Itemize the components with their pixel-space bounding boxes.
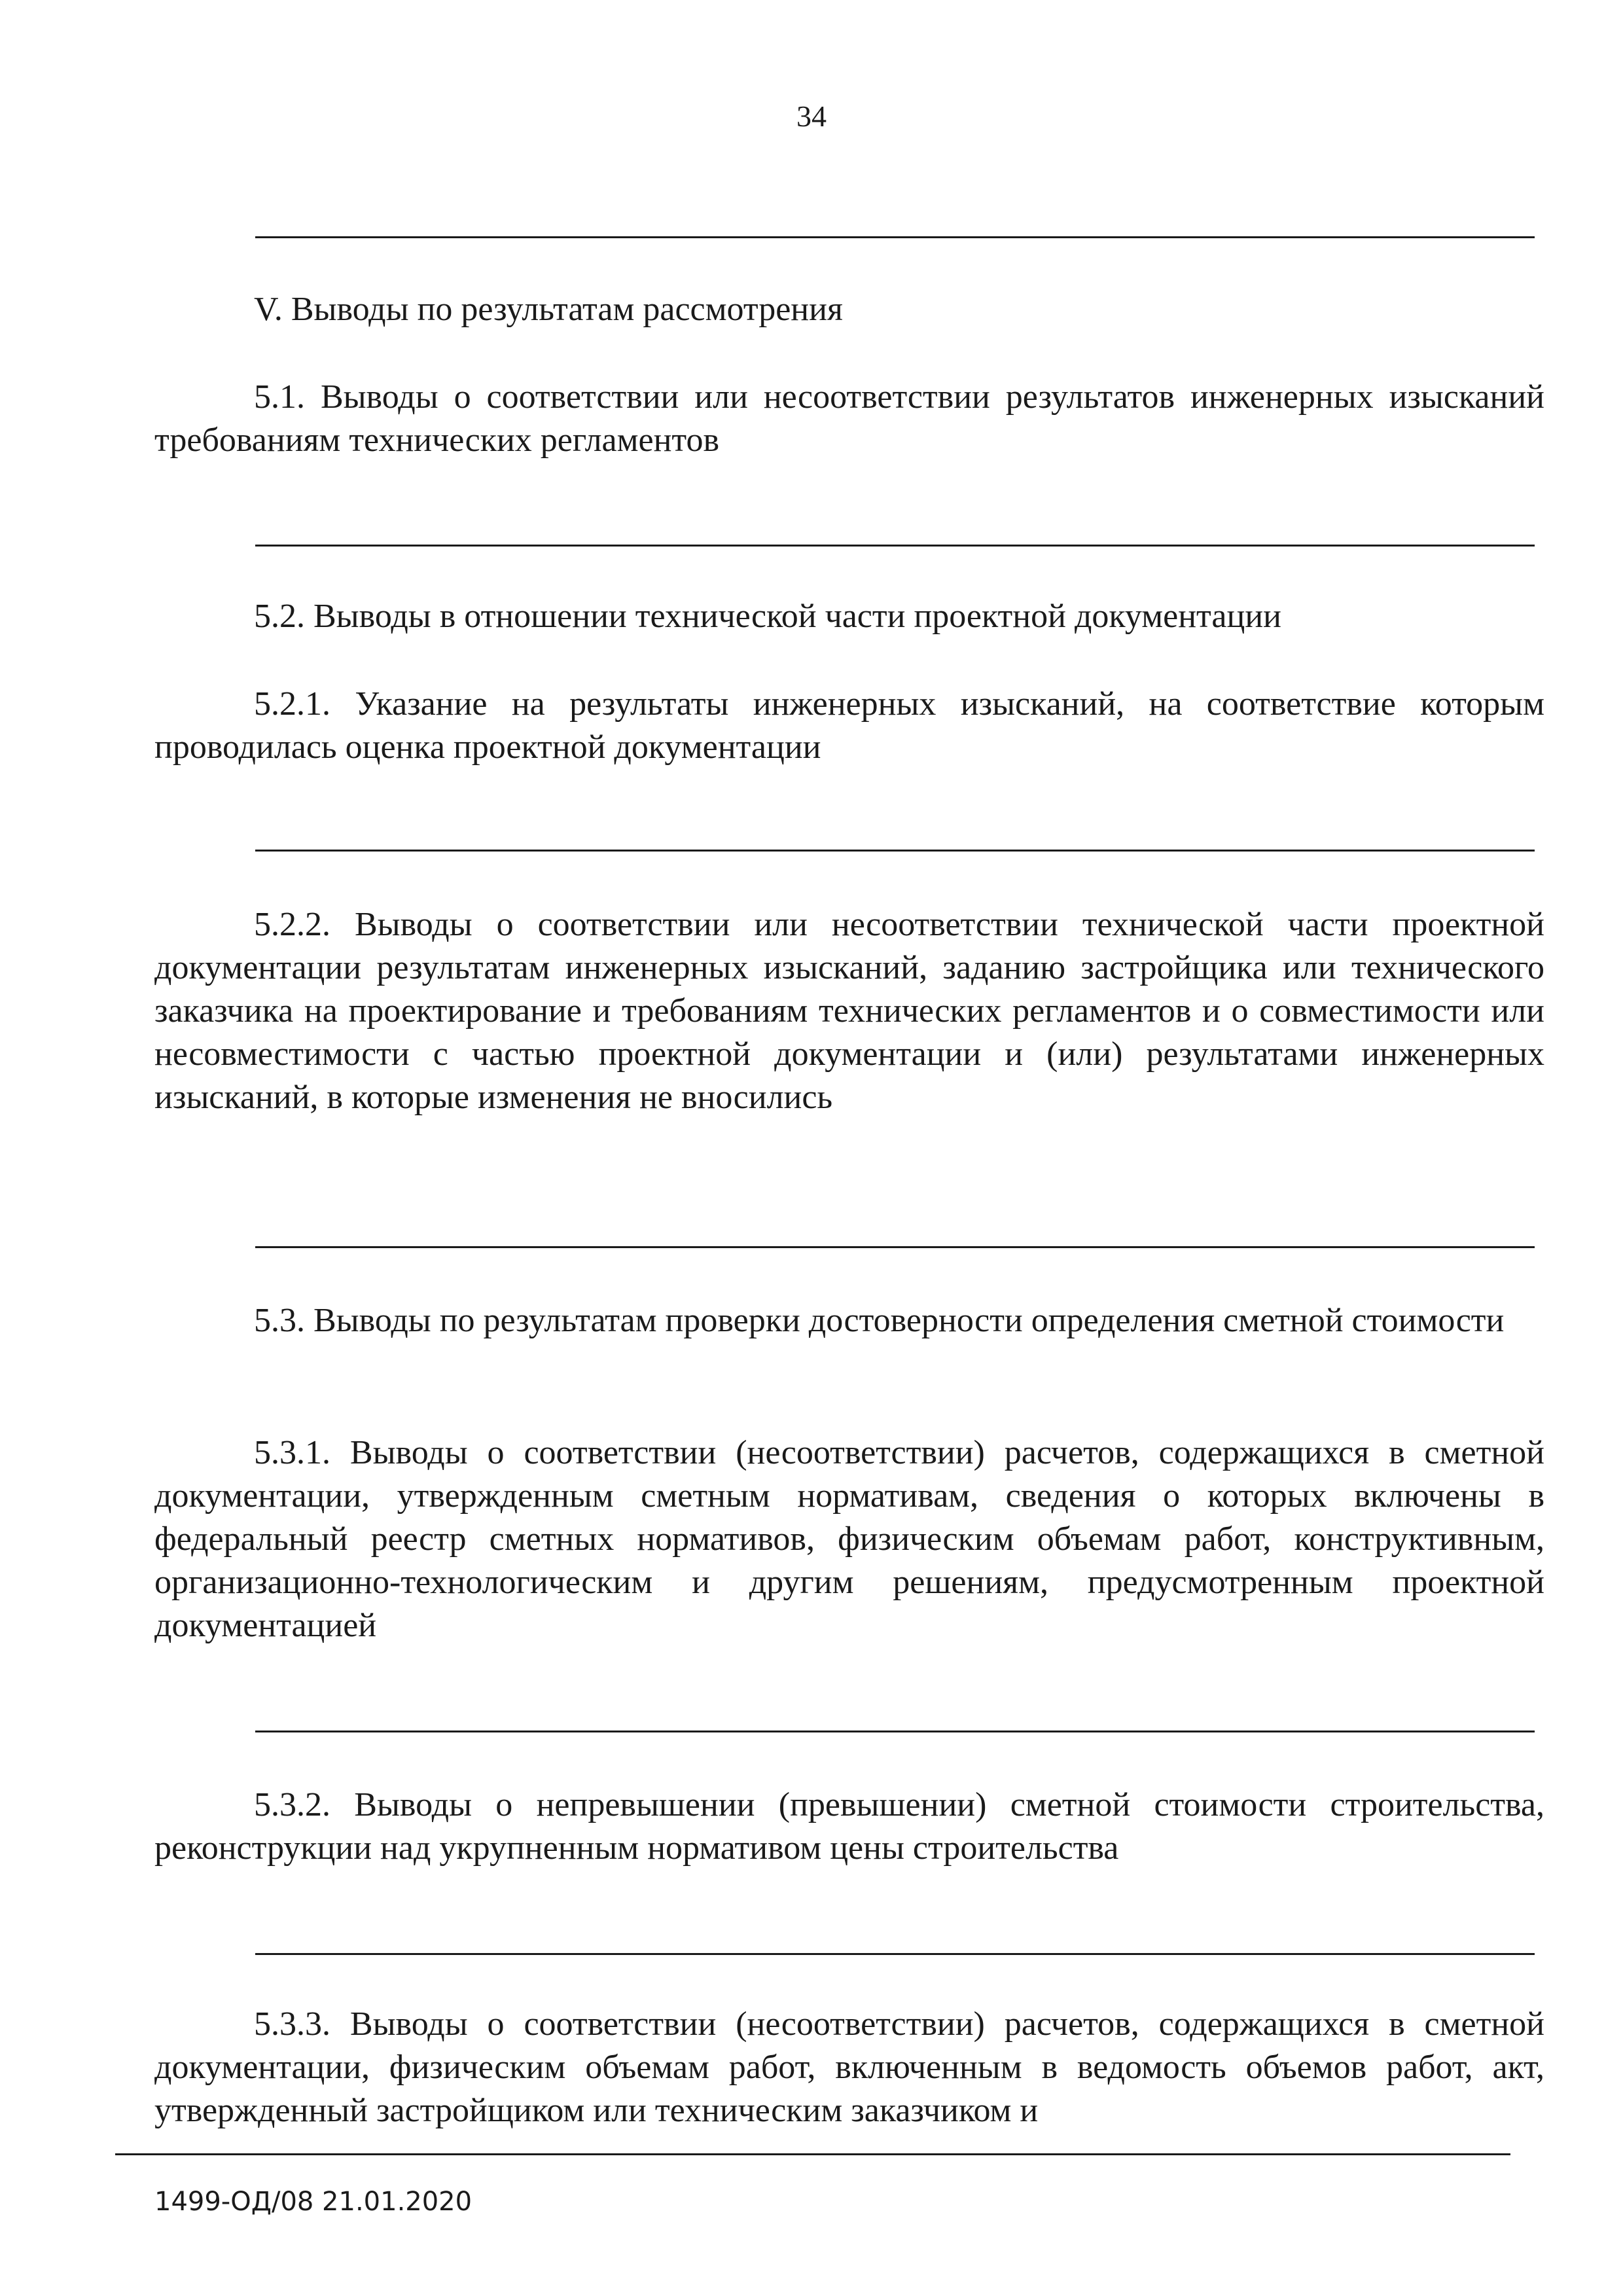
footer-rule [115, 2153, 1510, 2155]
paragraph-5-2: 5.2. Выводы в отношении технической части проектной документации [254, 598, 1281, 635]
blank-fill-line [255, 1246, 1535, 1248]
paragraph-5-2-2: 5.2.2. Выводы о соответствии или несоответствии технической части проектной документации результатам инженерных изысканий, заданию застройщика или технического заказчика на проектирование и требованиям технических регламентов и о совместимости или несовместимости с частью проектной документации и (или) результатами инженерных изысканий, в которые изменения не вносились [154, 906, 1544, 1116]
paragraph-5-3-3: 5.3.3. Выводы о соответствии (несоответствии) расчетов, содержащихся в сметной документации, физическим объемам работ, включенным в ведомость объемов работ, акт, утвержденный застройщиком или техническим заказчиком и [154, 2005, 1544, 2129]
section-heading: V. Выводы по результатам рассмотрения [254, 291, 843, 328]
page-number: 34 [796, 99, 827, 133]
paragraph-5-3-1: 5.3.1. Выводы о соответствии (несоответствии) расчетов, содержащихся в сметной документации, утвержденным сметным нормативам, сведения о которых включены в федеральный реестр сметных нормативов, физическим объемам работ, конструктивным, организационно-технологическим и другим решениям, предусмотренным проектной документацией [154, 1434, 1544, 1644]
paragraph-5-1: 5.1. Выводы о соответствии или несоответствии результатов инженерных изысканий требованиям технических регламентов [154, 378, 1544, 459]
blank-fill-line [255, 850, 1535, 852]
paragraph-5-2-1: 5.2.1. Указание на результаты инженерных изысканий, на соответствие которым проводилась оценка проектной документации [154, 685, 1544, 766]
blank-fill-line [255, 1731, 1535, 1732]
document-code: 1499-ОД/08 21.01.2020 [154, 2187, 473, 2217]
blank-fill-line [255, 545, 1535, 547]
paragraph-5-3-2: 5.3.2. Выводы о непревышении (превышении) сметной стоимости строительства, реконструкции над укрупненным нормативом цены строительства [154, 1786, 1544, 1867]
blank-fill-line [255, 1953, 1535, 1955]
paragraph-5-3: 5.3. Выводы по результатам проверки достоверности определения сметной стоимости [254, 1302, 1505, 1339]
blank-fill-line [255, 236, 1535, 238]
